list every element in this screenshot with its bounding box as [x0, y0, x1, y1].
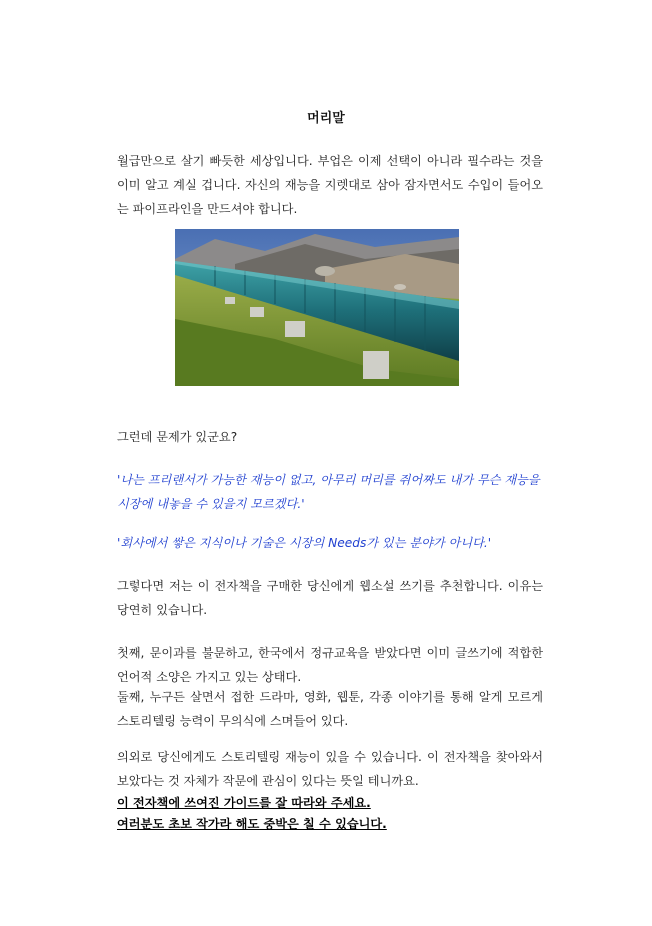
intro-text: 월급만으로 살기 빠듯한 세상입니다. 부업은 이제 선택이 아니라 필수라는 것을 이미 알고 계실 겁니다. 자신의 재능을 지렛대로 삼아 잠자면서도 수입이 들어오는 파이프라인을 만드셔야 합니다. [117, 154, 543, 216]
quote-1: '나는 프리랜서가 가능한 재능이 없고, 아무리 머리를 쥐어짜도 내가 무슨 재능을 시장에 내놓을 수 있을지 모르겠다.' [117, 473, 540, 511]
recommend-text: 그렇다면 저는 이 전자책을 구매한 당신에게 웹소설 쓰기를 추천합니다. 이유는 당연히 있습니다. [117, 579, 543, 617]
pipeline-photo [175, 229, 459, 386]
emphasis-line-1: 이 전자책에 쓰여진 가이드를 잘 따라와 주세요. [117, 796, 371, 810]
page-title: 머리말 [307, 111, 345, 126]
quote-2: '회사에서 쌓은 지식이나 기술은 시장의 Needs가 있는 분야가 아니다.' [117, 536, 492, 550]
reason-2-text: 둘째, 누구든 살면서 접한 드라마, 영화, 웹툰, 각종 이야기를 통해 알게 모르게 스토리텔링 능력이 무의식에 스며들어 있다. [117, 690, 543, 728]
problem-text: 그런데 문제가 있군요? [117, 430, 238, 444]
intro-paragraph [117, 149, 543, 221]
recommend-paragraph [117, 574, 543, 622]
reason-2-paragraph [117, 685, 543, 733]
closing-text: 의외로 당신에게도 스토리텔링 재능이 있을 수 있습니다. 이 전자책을 찾아와서 보았다는 것 자체가 작문에 관심이 있다는 뜻일 테니까요. [117, 750, 543, 788]
emphasis-line-2: 여러분도 초보 작가라 해도 중박은 칠 수 있습니다. [117, 817, 387, 831]
reason-1-paragraph [117, 641, 543, 689]
reason-1-text: 첫째, 문이과를 불문하고, 한국에서 정규교육을 받았다면 이미 글쓰기에 적합한 언어적 소양은 가지고 있는 상태다. [117, 646, 543, 684]
problem-paragraph [117, 425, 543, 449]
closing-paragraph [117, 745, 543, 793]
